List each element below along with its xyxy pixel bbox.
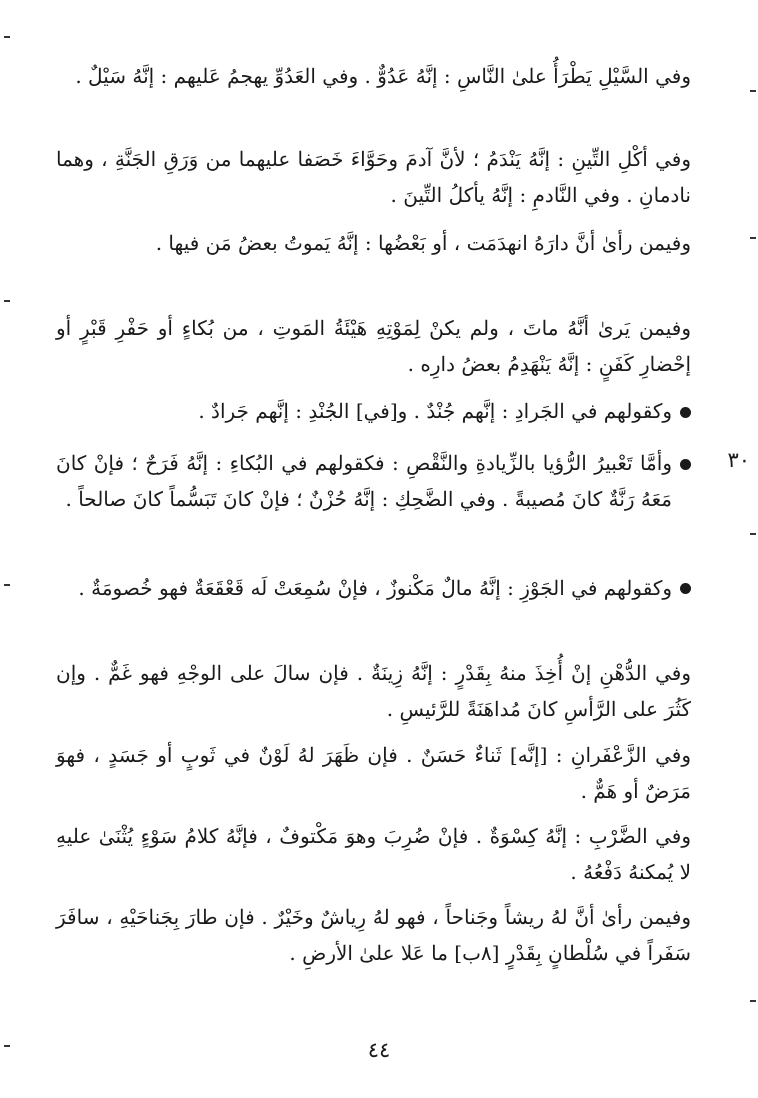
paragraph-death: وفيمن يَرىٰ أنَّهُ ماتَ ، ولم يكنْ لِمَوْتِهِ هَيْئَةُ المَوتِ ، من بُكاءٍ أو حَفْرِ قَبْرٍ أو إحْضارِ كَفَنٍ : إنَّهُ يَنْهَدِمُ بعضُ دارِه . <box>56 316 691 376</box>
margin-tick <box>4 584 10 586</box>
margin-tick <box>4 1045 10 1047</box>
paragraph-figs: وفي أكْلِ التِّينِ : إنَّهُ يَنْدَمُ ؛ لأنَّ آدمَ وحَوَّاءَ خَصَفا عليهما من وَرَقِ الجَنَّةِ ، وهما نادمانِ . وفي النَّادمِ : إنَّهُ يأكلُ التِّينَ . <box>56 147 691 207</box>
bullet-marker <box>680 407 691 418</box>
bullet-marker <box>680 583 691 594</box>
paragraph-beating: وفي الضَّرْبِ : إنَّهُ كِسْوَةٌ . فإنْ ضُرِبَ وهوَ مَكْتوفٌ ، فإنَّهُ كلامُ سَوْءٍ يُثْنَىٰ عليهِ لا يُمكنهُ دَفْعُهُ . <box>56 824 691 884</box>
margin-tick <box>750 237 756 239</box>
margin-tick <box>750 533 756 535</box>
paragraph-oil: وفي الدُّهْنِ إنْ أُخِذَ منهُ بِقَدْرٍ : إنَّهُ زِينَةٌ . فإن سالَ على الوجْهِ فهو غَمٌّ . وإن كَثُرَ على الرَّأسِ كانَ مُداهَنَةً للرَّئيسِ . <box>56 661 691 721</box>
paragraph-locusts: وكقولهم في الجَرادِ : إنَّهم جُنْدٌ . و[في] الجُنْدِ : إنَّهم جَرادٌ . <box>198 399 672 423</box>
page-number: ٤٤ <box>367 1038 391 1062</box>
bullet-marker <box>680 459 691 470</box>
paragraph-house: وفيمن رأىٰ أنَّ دارَهُ انهدَمَت ، أو بَعْضُها : إنَّهُ يَموتُ بعضُ مَن فيها . <box>155 231 691 255</box>
paragraph-flood: وفي السَّيْلِ يَطْرَأُ علىٰ النَّاسِ : إنَّهُ عَدُوٌّ . وفي العَدُوِّ يهجمُ عَليهم : إنَّهُ سَيْلٌ . <box>75 64 691 88</box>
margin-tick <box>750 1000 756 1002</box>
paragraph-saffron: وفي الزَّعْفَرانِ : [إنَّه] ثَناءٌ حَسَنٌ . فإن ظَهَرَ لهُ لَوْنٌ في ثَوبٍ أو جَسَدٍ ، فهوَ مَرَضٌ أو هَمٌّ . <box>56 743 691 803</box>
paragraph-walnut: وكقولهم في الجَوْزِ : إنَّهُ مالٌ مَكْنوزٌ ، فإنْ سُمِعَتْ لَه قَعْقَعَةٌ فهو خُصومَةٌ . <box>78 576 672 600</box>
margin-tick <box>4 300 10 302</box>
paragraph-feathers: وفيمن رأىٰ أنَّ لهُ ريشاً وجَناحاً ، فهو لهُ رِياشٌ وخَيْرٌ . فإن طارَ بِجَناحَيْهِ ، سافَرَ سَفَراً في سُلْطانٍ بِقَدْرٍ [٨ب] ما عَلا علىٰ الأرضِ . <box>56 905 691 965</box>
section-number: ٣٠ <box>727 448 750 472</box>
paragraph-interpretation: وأمَّا تَعْبيرُ الرُّؤيا بالزِّيادةِ والنَّقْصِ : فكقولهم في البُكاءِ : إنَّهُ فَرَحٌ ؛ فإنْ كانَ مَعَهُ رَنَّةٌ كانَ مُصيبةً . وفي الضَّحِكِ : إنَّهُ حُزْنٌ ؛ فإنْ كانَ تَبَسُّماً كانَ صالحاً . <box>56 451 672 511</box>
margin-tick <box>4 36 10 38</box>
margin-tick <box>750 90 756 92</box>
